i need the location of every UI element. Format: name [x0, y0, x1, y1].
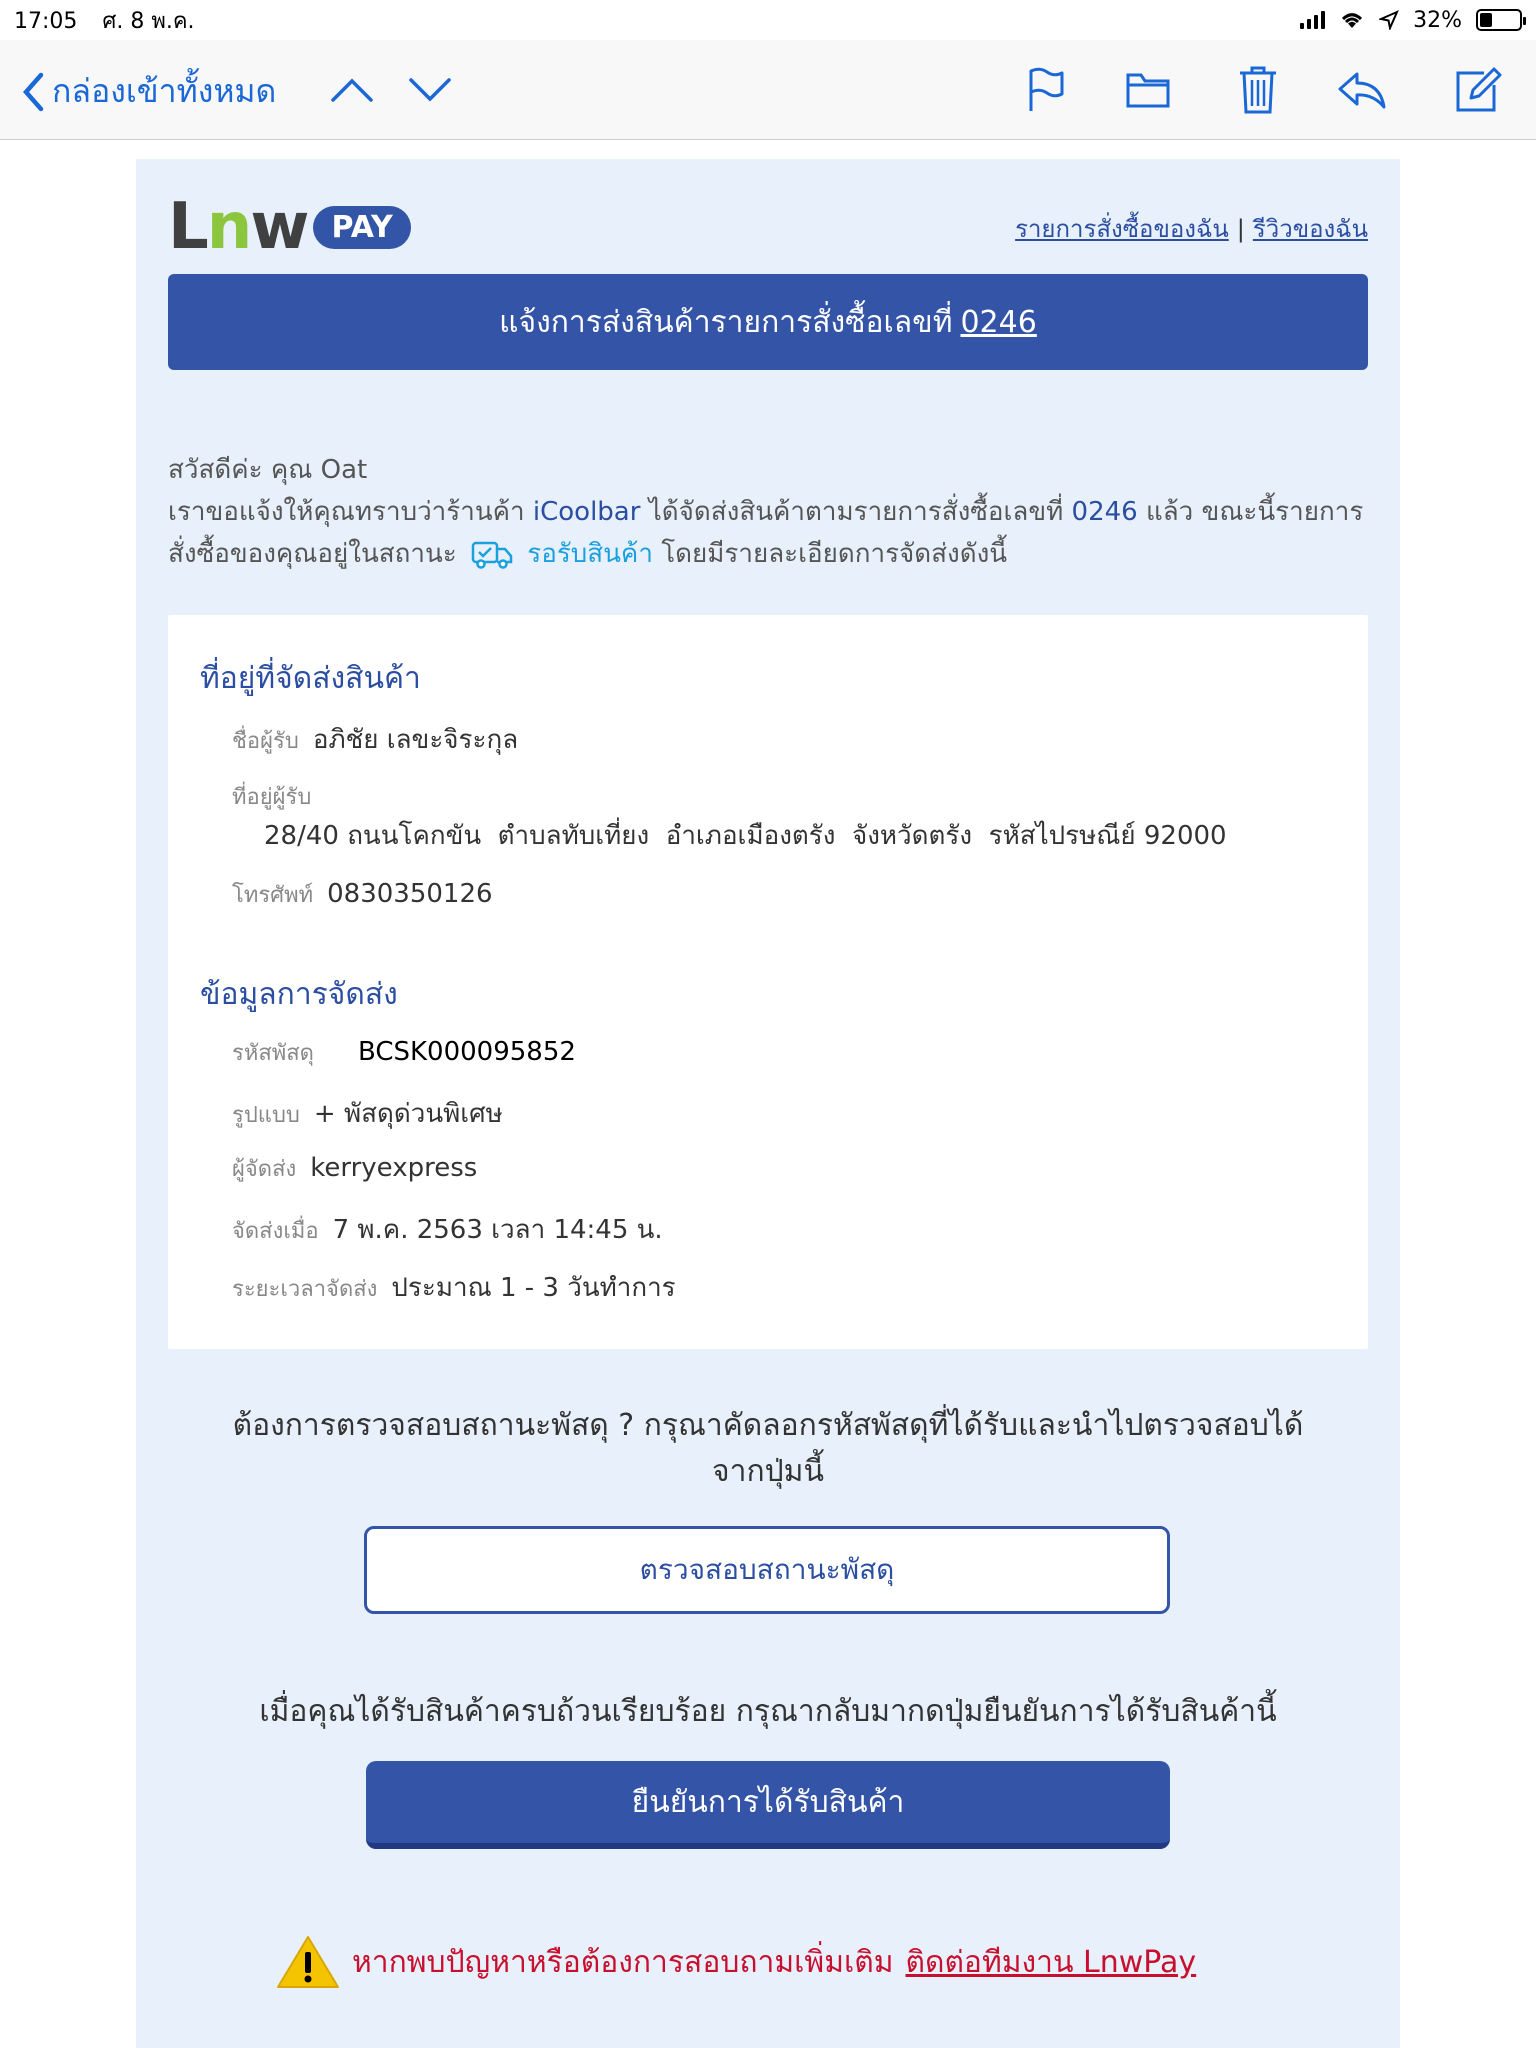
next-message-button[interactable] [402, 62, 458, 118]
confirm-received-button[interactable]: ยืนยันการได้รับสินค้า [366, 1761, 1170, 1849]
shipping-details-card [168, 615, 1368, 1349]
duration-label: ระยะเวลาจัดส่ง [232, 1277, 378, 1302]
type-label: รูปแบบ [232, 1103, 300, 1128]
carrier-row [232, 1151, 477, 1186]
location-arrow-icon [1379, 10, 1399, 30]
folder-icon [1125, 71, 1171, 109]
recipient-address: 28/40 ถนนโคกขัน ตำบลทับเที่ยง อำเภอเมืองตรัง จังหวัดตรัง รหัสไปรษณีย์ 92000 [264, 821, 1227, 851]
logo-lnw: Lnw [168, 190, 308, 264]
address-section-title: ที่อยู่ที่จัดส่งสินค้า [200, 661, 421, 696]
my-reviews-link[interactable]: รีวิวของฉัน [1252, 215, 1368, 243]
my-orders-link[interactable]: รายการสั่งซื้อของฉัน [1015, 215, 1229, 243]
phone-number: 0830350126 [327, 879, 493, 909]
greeting-text [168, 449, 1378, 575]
duration-row [232, 1267, 676, 1308]
track-parcel-button[interactable]: ตรวจสอบสถานะพัสดุ [364, 1526, 1170, 1614]
notice-text-e: โดยมีรายละเอียดการจัดส่งดังนี้ [661, 539, 1008, 569]
track-prompt-line-2: จากปุ่มนี้ [712, 1454, 824, 1489]
shipped-date-row [232, 1209, 663, 1250]
email-body [136, 159, 1400, 2048]
notice-text-a: เราขอแจ้งให้คุณทราบว่าร้านค้า [168, 497, 525, 527]
back-to-inbox-button[interactable] [22, 66, 276, 117]
battery-percent: 32% [1413, 7, 1462, 33]
carrier-label: ผู้จัดส่ง [232, 1157, 297, 1182]
flag-icon [1026, 67, 1066, 113]
back-label: กล่องเข้าทั้งหมด [52, 72, 277, 110]
trash-icon [1238, 65, 1278, 115]
chevron-left-icon [22, 72, 44, 112]
address-label: ที่อยู่ผู้รับ [232, 785, 312, 810]
battery-icon [1476, 9, 1522, 31]
chevron-up-icon [330, 77, 374, 103]
status-right [1300, 8, 1522, 33]
mail-toolbar [0, 40, 1536, 140]
notice-line-2 [168, 533, 1378, 575]
type-row [232, 1093, 503, 1134]
lnwpay-logo [168, 190, 411, 264]
carrier-name: kerryexpress [310, 1153, 478, 1183]
shipping-notice-banner [168, 274, 1368, 370]
status-bar [0, 0, 1536, 40]
delete-button[interactable] [1230, 62, 1286, 118]
help-notice [276, 1934, 1196, 1990]
notice-text-d: สั่งซื้อของคุณอยู่ในสถานะ [168, 539, 457, 569]
notice-text-c: แล้ว ขณะนี้รายการ [1145, 497, 1364, 527]
banner-text: แจ้งการส่งสินค้ารายการสั่งซื้อเลขที่ [499, 304, 953, 340]
shipping-section-title: ข้อมูลการจัดส่ง [200, 977, 398, 1012]
track-prompt [136, 1403, 1400, 1495]
contact-lnwpay-link[interactable]: ติดต่อทีมงาน LnwPay [905, 1944, 1197, 1980]
phone-label: โทรศัพท์ [232, 883, 314, 908]
tracking-label: รหัสพัสดุ [232, 1041, 314, 1066]
previous-message-button[interactable] [324, 62, 380, 118]
banner-order-number[interactable]: 0246 [960, 304, 1037, 340]
status-time: 17:05 [14, 8, 78, 34]
recipient-name: อภิชัย เลขะจิระกุล [312, 725, 519, 755]
top-links [1015, 209, 1368, 248]
tracking-number: BCSK000095852 [357, 1037, 576, 1067]
shop-name: iCoolbar [532, 497, 641, 527]
order-number: 0246 [1071, 497, 1138, 527]
truck-status-icon [471, 540, 513, 570]
reply-button[interactable] [1334, 62, 1390, 118]
shipping-duration: ประมาณ 1 - 3 วันทำการ [391, 1273, 676, 1303]
greeting-line: สวัสดีค่ะ คุณ Oat [168, 455, 368, 485]
chevron-down-icon [408, 77, 452, 103]
order-status: รอรับสินค้า [527, 539, 653, 569]
phone-row [232, 877, 493, 912]
tracking-row [232, 1035, 576, 1070]
notice-text-b: ได้จัดส่งสินค้าตามรายการสั่งซื้อเลขที่ [648, 497, 1064, 527]
shipped-label: จัดส่งเมื่อ [232, 1219, 319, 1244]
shipped-date: 7 พ.ค. 2563 เวลา 14:45 น. [332, 1215, 663, 1245]
shipping-type: + พัสดุด่วนพิเศษ [313, 1099, 503, 1129]
compose-icon [1454, 67, 1502, 113]
signal-icon [1300, 11, 1325, 29]
compose-button[interactable] [1450, 62, 1506, 118]
recipient-label: ชื่อผู้รับ [232, 729, 299, 754]
reply-icon [1337, 70, 1387, 110]
address-label-row [232, 779, 325, 814]
track-prompt-line-1: ต้องการตรวจสอบสถานะพัสดุ ? กรุณาคัดลอกรหัสพัสดุที่ได้รับและนำไปตรวจสอบได้ [232, 1408, 1304, 1443]
logo-pay: PAY [313, 206, 410, 249]
help-text: หากพบปัญหาหรือต้องการสอบถามเพิ่มเติม [352, 1944, 894, 1980]
link-separator: | [1236, 215, 1245, 243]
status-date: ศ. 8 พ.ค. [102, 8, 195, 34]
confirm-prompt: เมื่อคุณได้รับสินค้าครบถ้วนเรียบร้อย กรุณากลับมากดปุ่มยืนยันการได้รับสินค้านี้ [259, 1694, 1277, 1729]
wifi-icon [1339, 10, 1365, 30]
status-left [14, 3, 213, 38]
move-to-folder-button[interactable] [1120, 62, 1176, 118]
warning-icon [276, 1934, 340, 1990]
notice-line-1 [168, 491, 1378, 533]
recipient-row [232, 719, 518, 760]
flag-button[interactable] [1018, 62, 1074, 118]
